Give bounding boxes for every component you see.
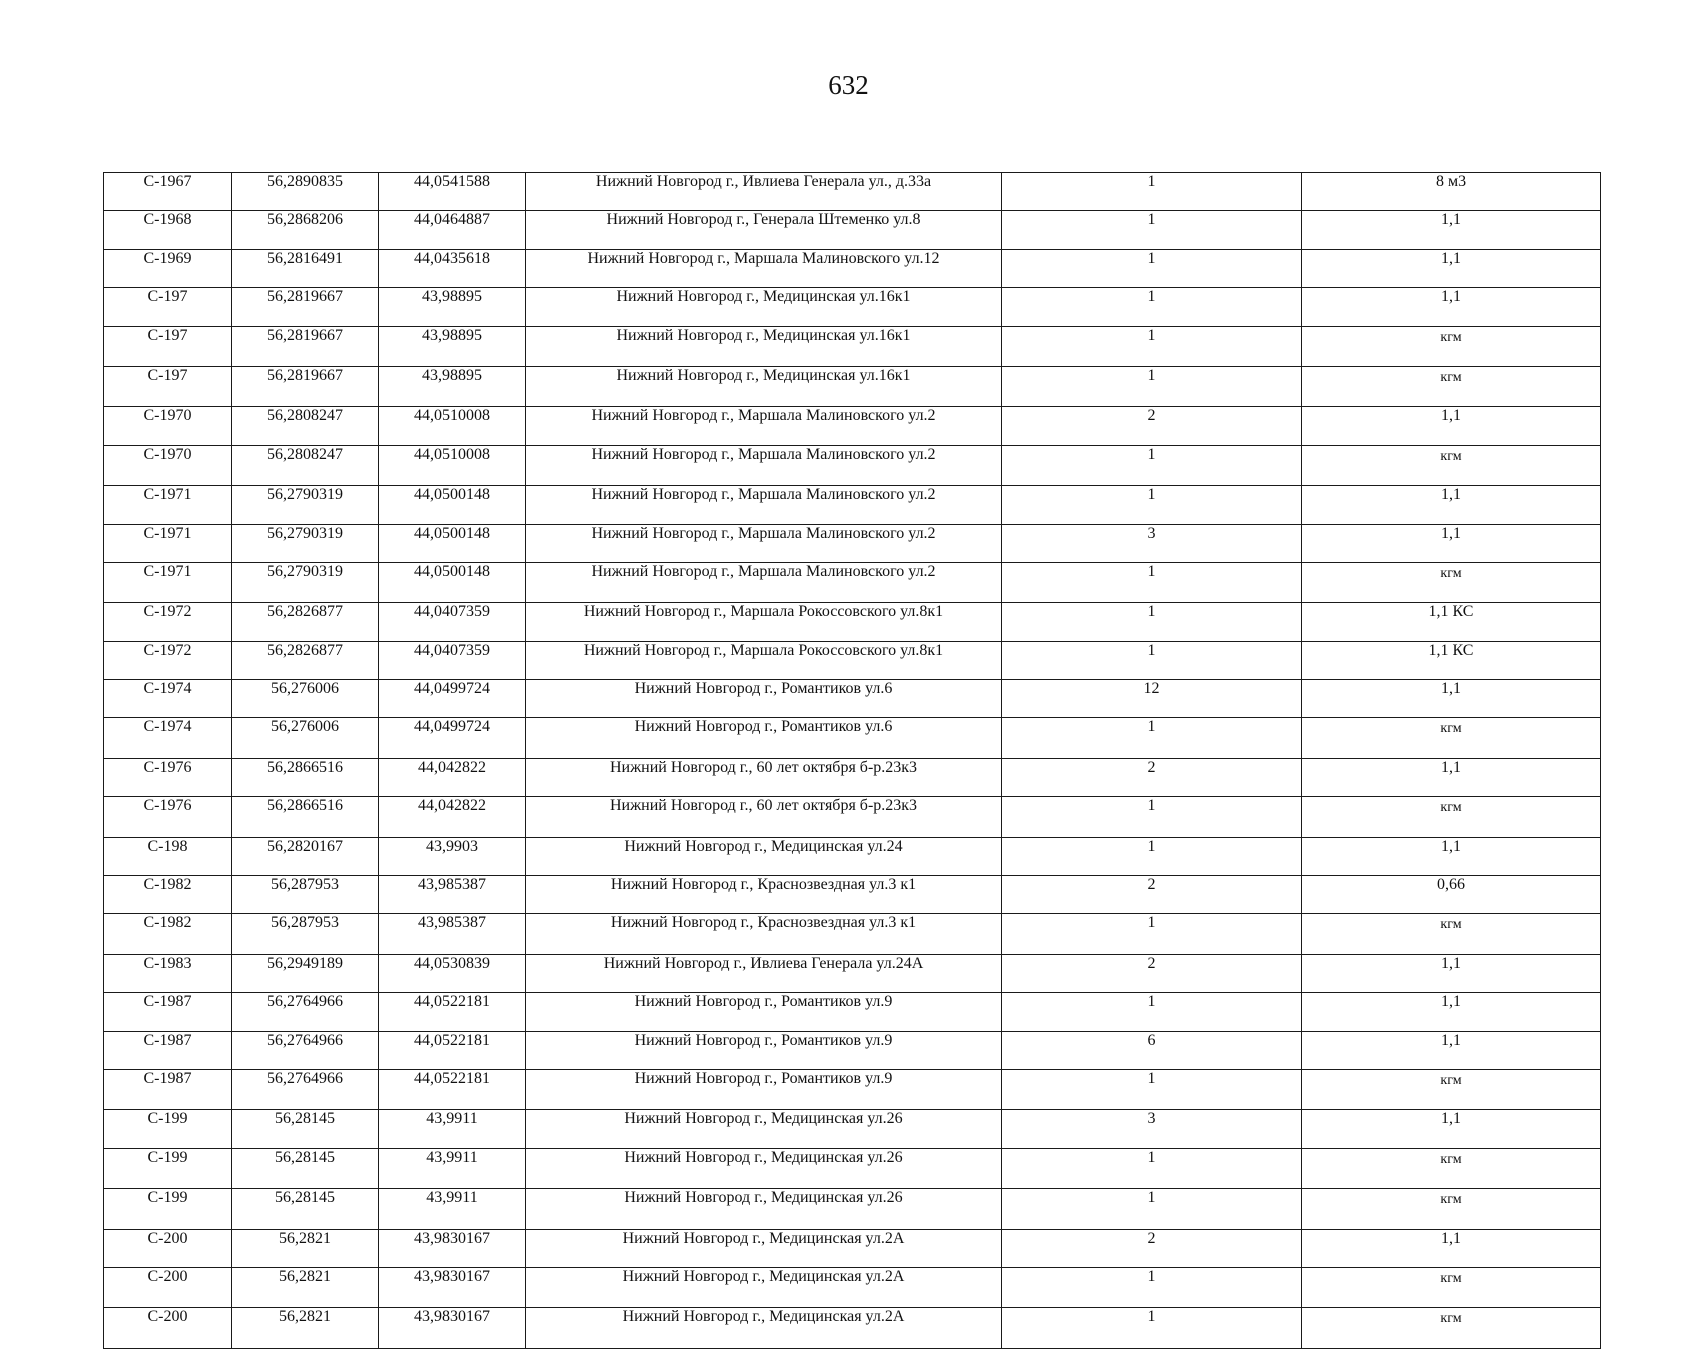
table-row xyxy=(104,914,1601,954)
cell-longitude: 44,0499724 xyxy=(379,680,526,718)
cell-volume: кгм xyxy=(1302,718,1601,758)
cell-count: 2 xyxy=(1002,407,1302,445)
cell-id: С-200 xyxy=(104,1308,232,1348)
cell-longitude: 44,0407359 xyxy=(379,641,526,679)
cell-address: Нижний Новгород г., Медицинская ул.26 xyxy=(526,1110,1002,1148)
cell-longitude: 44,0500148 xyxy=(379,486,526,524)
cell-latitude: 56,2790319 xyxy=(232,524,379,562)
cell-volume: кгм xyxy=(1302,1069,1601,1109)
cell-latitude: 56,2826877 xyxy=(232,641,379,679)
cell-count: 1 xyxy=(1002,1148,1302,1188)
cell-id: С-1987 xyxy=(104,1069,232,1109)
cell-longitude: 43,9903 xyxy=(379,837,526,875)
cell-volume: кгм xyxy=(1302,1189,1601,1229)
cell-id: С-200 xyxy=(104,1267,232,1307)
table-row xyxy=(104,876,1601,914)
cell-latitude: 56,2819667 xyxy=(232,288,379,326)
cell-address: Нижний Новгород г., Маршала Рокоссовского ул.8к1 xyxy=(526,641,1002,679)
cell-volume: 1,1 КС xyxy=(1302,641,1601,679)
cell-count: 1 xyxy=(1002,718,1302,758)
cell-longitude: 43,98895 xyxy=(379,288,526,326)
cell-longitude: 44,0522181 xyxy=(379,993,526,1031)
cell-longitude: 43,985387 xyxy=(379,914,526,954)
page-number: 632 xyxy=(828,70,869,100)
cell-volume: кгм xyxy=(1302,562,1601,602)
cell-address: Нижний Новгород г., Медицинская ул.2А xyxy=(526,1267,1002,1307)
cell-count: 3 xyxy=(1002,1110,1302,1148)
cell-volume: 1,1 xyxy=(1302,1110,1601,1148)
table-row xyxy=(104,758,1601,796)
cell-latitude: 56,28145 xyxy=(232,1189,379,1229)
cell-volume: кгм xyxy=(1302,326,1601,366)
cell-longitude: 44,0499724 xyxy=(379,718,526,758)
cell-longitude: 43,98895 xyxy=(379,366,526,406)
cell-longitude: 43,9830167 xyxy=(379,1229,526,1267)
cell-volume: 1,1 xyxy=(1302,486,1601,524)
cell-volume: 1,1 xyxy=(1302,211,1601,249)
cell-volume: 1,1 xyxy=(1302,524,1601,562)
table-row xyxy=(104,837,1601,875)
cell-address: Нижний Новгород г., Медицинская ул.16к1 xyxy=(526,288,1002,326)
cell-count: 2 xyxy=(1002,954,1302,992)
cell-address: Нижний Новгород г., Маршала Малиновского ул.2 xyxy=(526,562,1002,602)
cell-longitude: 43,98895 xyxy=(379,326,526,366)
cell-longitude: 44,042822 xyxy=(379,758,526,796)
cell-id: С-1983 xyxy=(104,954,232,992)
cell-volume: 1,1 xyxy=(1302,954,1601,992)
cell-count: 1 xyxy=(1002,1308,1302,1348)
cell-count: 1 xyxy=(1002,486,1302,524)
cell-latitude: 56,2764966 xyxy=(232,1069,379,1109)
cell-address: Нижний Новгород г., Маршала Малиновского ул.2 xyxy=(526,445,1002,485)
cell-latitude: 56,2821 xyxy=(232,1229,379,1267)
cell-longitude: 44,0522181 xyxy=(379,1031,526,1069)
cell-longitude: 43,9911 xyxy=(379,1110,526,1148)
data-table xyxy=(103,172,1601,1349)
cell-count: 1 xyxy=(1002,993,1302,1031)
cell-latitude: 56,2816491 xyxy=(232,249,379,287)
cell-volume: 8 м3 xyxy=(1302,173,1601,211)
cell-latitude: 56,2808247 xyxy=(232,445,379,485)
cell-volume: 1,1 xyxy=(1302,1031,1601,1069)
cell-latitude: 56,287953 xyxy=(232,876,379,914)
table-row xyxy=(104,562,1601,602)
cell-address: Нижний Новгород г., Маршала Рокоссовского ул.8к1 xyxy=(526,603,1002,641)
table-row xyxy=(104,1069,1601,1109)
cell-id: С-1974 xyxy=(104,718,232,758)
cell-volume: кгм xyxy=(1302,797,1601,837)
table-row xyxy=(104,1110,1601,1148)
cell-longitude: 44,0522181 xyxy=(379,1069,526,1109)
cell-id: С-1982 xyxy=(104,914,232,954)
cell-latitude: 56,2866516 xyxy=(232,758,379,796)
cell-id: С-1982 xyxy=(104,876,232,914)
cell-id: С-199 xyxy=(104,1189,232,1229)
cell-volume: 1,1 xyxy=(1302,758,1601,796)
cell-longitude: 43,9911 xyxy=(379,1148,526,1188)
cell-latitude: 56,2819667 xyxy=(232,366,379,406)
cell-id: С-1967 xyxy=(104,173,232,211)
cell-address: Нижний Новгород г., Генерала Штеменко ул.8 xyxy=(526,211,1002,249)
cell-address: Нижний Новгород г., Маршала Малиновского ул.2 xyxy=(526,524,1002,562)
cell-address: Нижний Новгород г., Медицинская ул.26 xyxy=(526,1189,1002,1229)
cell-id: С-199 xyxy=(104,1148,232,1188)
cell-id: С-199 xyxy=(104,1110,232,1148)
cell-latitude: 56,2821 xyxy=(232,1308,379,1348)
cell-id: С-197 xyxy=(104,326,232,366)
cell-count: 1 xyxy=(1002,641,1302,679)
cell-longitude: 43,9830167 xyxy=(379,1308,526,1348)
cell-address: Нижний Новгород г., Маршала Малиновского ул.12 xyxy=(526,249,1002,287)
cell-id: С-1987 xyxy=(104,1031,232,1069)
cell-latitude: 56,2890835 xyxy=(232,173,379,211)
table-row xyxy=(104,407,1601,445)
cell-id: С-1972 xyxy=(104,641,232,679)
cell-longitude: 43,9830167 xyxy=(379,1267,526,1307)
cell-volume: кгм xyxy=(1302,445,1601,485)
cell-count: 1 xyxy=(1002,603,1302,641)
cell-volume: 1,1 xyxy=(1302,249,1601,287)
cell-id: С-197 xyxy=(104,366,232,406)
cell-address: Нижний Новгород г., Медицинская ул.2А xyxy=(526,1308,1002,1348)
cell-latitude: 56,2790319 xyxy=(232,486,379,524)
table-row xyxy=(104,718,1601,758)
table-row xyxy=(104,249,1601,287)
cell-count: 1 xyxy=(1002,366,1302,406)
cell-count: 12 xyxy=(1002,680,1302,718)
table-row xyxy=(104,1148,1601,1188)
table-row xyxy=(104,641,1601,679)
cell-latitude: 56,2819667 xyxy=(232,326,379,366)
cell-count: 1 xyxy=(1002,797,1302,837)
cell-longitude: 44,0464887 xyxy=(379,211,526,249)
cell-address: Нижний Новгород г., Медицинская ул.2А xyxy=(526,1229,1002,1267)
cell-count: 1 xyxy=(1002,211,1302,249)
cell-volume: 1,1 xyxy=(1302,993,1601,1031)
cell-longitude: 44,0435618 xyxy=(379,249,526,287)
cell-volume: кгм xyxy=(1302,914,1601,954)
cell-address: Нижний Новгород г., Романтиков ул.9 xyxy=(526,1069,1002,1109)
cell-latitude: 56,2764966 xyxy=(232,1031,379,1069)
cell-id: С-1971 xyxy=(104,562,232,602)
cell-address: Нижний Новгород г., Медицинская ул.26 xyxy=(526,1148,1002,1188)
table-row xyxy=(104,326,1601,366)
cell-id: С-1970 xyxy=(104,407,232,445)
cell-count: 2 xyxy=(1002,1229,1302,1267)
cell-count: 1 xyxy=(1002,562,1302,602)
cell-id: С-1968 xyxy=(104,211,232,249)
cell-latitude: 56,28145 xyxy=(232,1110,379,1148)
cell-id: С-1976 xyxy=(104,797,232,837)
table-row xyxy=(104,603,1601,641)
table-row xyxy=(104,954,1601,992)
cell-count: 1 xyxy=(1002,173,1302,211)
cell-count: 1 xyxy=(1002,1069,1302,1109)
cell-count: 1 xyxy=(1002,445,1302,485)
cell-longitude: 44,0500148 xyxy=(379,524,526,562)
cell-address: Нижний Новгород г., Маршала Малиновского ул.2 xyxy=(526,407,1002,445)
cell-longitude: 44,0530839 xyxy=(379,954,526,992)
table-row xyxy=(104,1189,1601,1229)
cell-volume: 1,1 xyxy=(1302,1229,1601,1267)
cell-address: Нижний Новгород г., Медицинская ул.16к1 xyxy=(526,366,1002,406)
cell-id: С-1971 xyxy=(104,486,232,524)
cell-id: С-197 xyxy=(104,288,232,326)
cell-count: 1 xyxy=(1002,914,1302,954)
cell-latitude: 56,2790319 xyxy=(232,562,379,602)
cell-longitude: 44,0541588 xyxy=(379,173,526,211)
cell-address: Нижний Новгород г., Романтиков ул.6 xyxy=(526,718,1002,758)
table-body xyxy=(104,173,1601,1349)
cell-address: Нижний Новгород г., Романтиков ул.9 xyxy=(526,993,1002,1031)
cell-latitude: 56,2821 xyxy=(232,1267,379,1307)
table-row xyxy=(104,288,1601,326)
cell-volume: 1,1 xyxy=(1302,837,1601,875)
cell-address: Нижний Новгород г., 60 лет октября б-р.23к3 xyxy=(526,797,1002,837)
cell-id: С-1976 xyxy=(104,758,232,796)
cell-address: Нижний Новгород г., 60 лет октября б-р.23к3 xyxy=(526,758,1002,796)
cell-latitude: 56,2949189 xyxy=(232,954,379,992)
table-row xyxy=(104,524,1601,562)
table-row xyxy=(104,993,1601,1031)
cell-count: 3 xyxy=(1002,524,1302,562)
cell-volume: 1,1 xyxy=(1302,407,1601,445)
cell-volume: 0,66 xyxy=(1302,876,1601,914)
table-row xyxy=(104,445,1601,485)
cell-longitude: 44,042822 xyxy=(379,797,526,837)
cell-address: Нижний Новгород г., Медицинская ул.16к1 xyxy=(526,326,1002,366)
table-row xyxy=(104,680,1601,718)
cell-volume: 1,1 КС xyxy=(1302,603,1601,641)
cell-count: 6 xyxy=(1002,1031,1302,1069)
cell-id: С-1969 xyxy=(104,249,232,287)
table-row xyxy=(104,1031,1601,1069)
cell-volume: кгм xyxy=(1302,1148,1601,1188)
cell-latitude: 56,2866516 xyxy=(232,797,379,837)
cell-address: Нижний Новгород г., Маршала Малиновского ул.2 xyxy=(526,486,1002,524)
cell-address: Нижний Новгород г., Краснозвездная ул.3 к1 xyxy=(526,876,1002,914)
cell-address: Нижний Новгород г., Романтиков ул.6 xyxy=(526,680,1002,718)
cell-latitude: 56,2868206 xyxy=(232,211,379,249)
cell-count: 1 xyxy=(1002,1267,1302,1307)
table-row xyxy=(104,797,1601,837)
cell-id: С-1987 xyxy=(104,993,232,1031)
cell-id: С-1974 xyxy=(104,680,232,718)
table-row xyxy=(104,486,1601,524)
cell-latitude: 56,2808247 xyxy=(232,407,379,445)
cell-latitude: 56,276006 xyxy=(232,718,379,758)
cell-volume: кгм xyxy=(1302,1308,1601,1348)
cell-latitude: 56,2820167 xyxy=(232,837,379,875)
table-row xyxy=(104,1229,1601,1267)
cell-id: С-1971 xyxy=(104,524,232,562)
cell-longitude: 43,9911 xyxy=(379,1189,526,1229)
cell-longitude: 44,0500148 xyxy=(379,562,526,602)
cell-id: С-198 xyxy=(104,837,232,875)
cell-id: С-200 xyxy=(104,1229,232,1267)
cell-count: 1 xyxy=(1002,326,1302,366)
cell-volume: 1,1 xyxy=(1302,288,1601,326)
cell-longitude: 44,0407359 xyxy=(379,603,526,641)
cell-id: С-1970 xyxy=(104,445,232,485)
cell-latitude: 56,2764966 xyxy=(232,993,379,1031)
cell-address: Нижний Новгород г., Медицинская ул.24 xyxy=(526,837,1002,875)
cell-longitude: 44,0510008 xyxy=(379,445,526,485)
table-row xyxy=(104,1308,1601,1348)
cell-volume: кгм xyxy=(1302,366,1601,406)
cell-count: 2 xyxy=(1002,758,1302,796)
table-row xyxy=(104,211,1601,249)
table-row xyxy=(104,1267,1601,1307)
cell-address: Нижний Новгород г., Романтиков ул.9 xyxy=(526,1031,1002,1069)
cell-latitude: 56,2826877 xyxy=(232,603,379,641)
cell-address: Нижний Новгород г., Ивлиева Генерала ул.24А xyxy=(526,954,1002,992)
cell-volume: 1,1 xyxy=(1302,680,1601,718)
cell-count: 1 xyxy=(1002,288,1302,326)
cell-count: 1 xyxy=(1002,1189,1302,1229)
cell-latitude: 56,28145 xyxy=(232,1148,379,1188)
cell-id: С-1972 xyxy=(104,603,232,641)
cell-count: 1 xyxy=(1002,249,1302,287)
table-row xyxy=(104,366,1601,406)
cell-latitude: 56,276006 xyxy=(232,680,379,718)
cell-volume: кгм xyxy=(1302,1267,1601,1307)
table-row xyxy=(104,173,1601,211)
cell-address: Нижний Новгород г., Ивлиева Генерала ул., д.33а xyxy=(526,173,1002,211)
cell-latitude: 56,287953 xyxy=(232,914,379,954)
cell-longitude: 44,0510008 xyxy=(379,407,526,445)
cell-longitude: 43,985387 xyxy=(379,876,526,914)
cell-count: 2 xyxy=(1002,876,1302,914)
cell-count: 1 xyxy=(1002,837,1302,875)
cell-address: Нижний Новгород г., Краснозвездная ул.3 к1 xyxy=(526,914,1002,954)
